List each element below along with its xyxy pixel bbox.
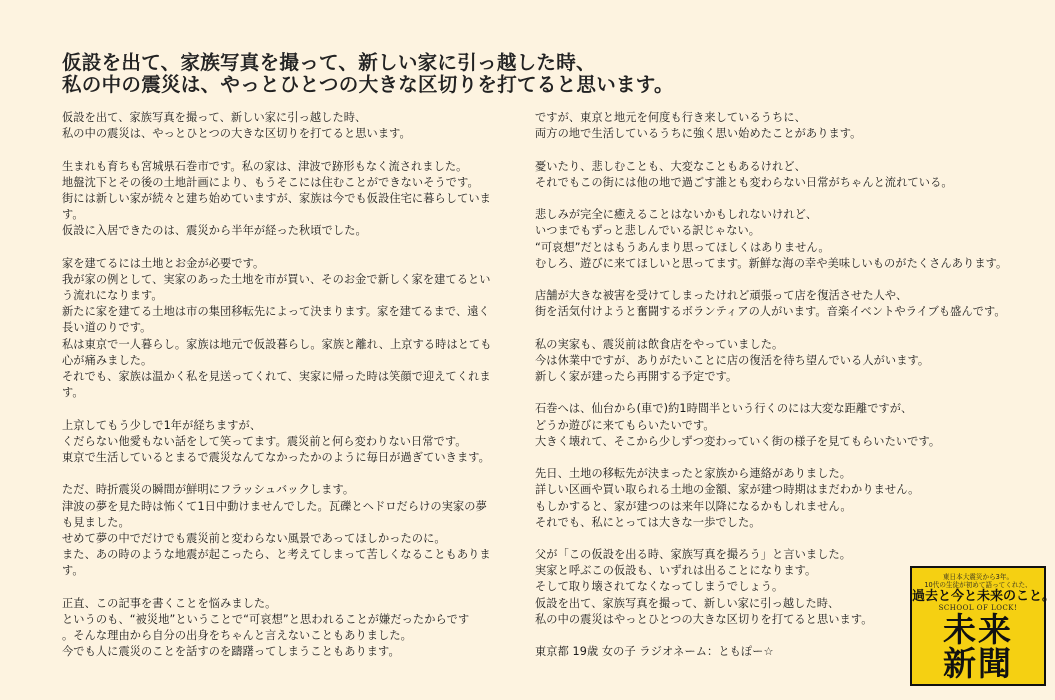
text-line: 両方の地で生活しているうちに強く思い始めたことがあります。 [535, 127, 862, 141]
paragraph [62, 110, 509, 142]
text-line: も見ました。 [62, 515, 130, 529]
logo-title [912, 610, 1044, 683]
text-line: 街には新しい家が続々と建ち始めていますが、家族は今でも仮設住宅に暮らしていま [62, 191, 491, 205]
text-line: それでも、私にとっては大きな一歩でした。 [535, 515, 761, 529]
paragraph [535, 547, 915, 628]
text-line: 新たに家を建てる土地は市の集団移転先によって決まります。家を建てるまで、遠く [62, 305, 490, 319]
text-line: 大きく壊れて、そこから少しずつ変わっていく街の様子を見てもらいたいです。 [535, 434, 941, 448]
text-line: せめて夢の中でだけでも震災前と変わらない風景であってほしかったのに。 [62, 531, 446, 545]
text-line: 先日、土地の移転先が決まったと家族から連絡がありました。 [535, 467, 852, 481]
text-line: 憂いたり、悲しむことも、大変なこともあるけれど、 [535, 159, 806, 173]
text-line: もしかすると、家が建つのは来年以降になるかもしれません。 [535, 499, 852, 513]
text-line: 我が家の例として、実家のあった土地を市が買い、そのお金で新しく家を建てるとい [62, 272, 491, 286]
paragraph [62, 482, 509, 579]
paragraph [62, 596, 509, 661]
text-line: ですが、東京と地元を何度も行き来しているうちに、 [535, 111, 806, 124]
text-line: いつまでもずっと悲しんでいる訳じゃない。 [535, 224, 761, 238]
text-line: くだらない他愛もない話をして笑ってます。震災前と何ら変わりない日常です。 [62, 434, 467, 448]
paragraph [535, 288, 1006, 320]
text-line: う流れになります。 [62, 289, 163, 303]
text-line: 今は休業中ですが、ありがたいことに店の復活を待ち望んでいる人がいます。 [535, 353, 930, 367]
paragraph [535, 466, 920, 531]
text-line: 長い道のりです。 [62, 321, 152, 335]
text-line: す。 [62, 208, 84, 222]
paragraph [535, 337, 930, 386]
text-line: 実家と呼ぶこの仮設も、いずれは出ることになります。 [535, 564, 817, 578]
logo-title-2: 新聞 [943, 644, 1013, 683]
paragraph [535, 159, 953, 191]
logo-school-of-lock: SCHOOL OF LOCK! [938, 604, 1018, 612]
logo-caption-1: 東日本大震災から3年。 [942, 573, 1014, 581]
paragraph [62, 256, 509, 402]
text-line: 石巻へは、仙台から(車で)約1時間半という行くのには大変な距離ですが、 [535, 402, 913, 416]
text-line: 。そんな理由から自分の出身をちゃんと言えないこともありました。 [62, 629, 412, 642]
article-left-column [62, 110, 509, 677]
text-line: 私の実家も、震災前は飲食店をやっていました。 [535, 337, 784, 351]
paragraph [535, 401, 941, 450]
headline-line-2: 私の中の震災は、やっとひとつの大きな区切りを打てると思います。 [62, 73, 674, 96]
text-line: そして取り壊されてなくなってしまうでしょう。 [535, 580, 784, 594]
text-line: 私は東京で一人暮らし。家族は地元で仮設暮らし。家族と離れ、上京する時はとても [62, 337, 492, 351]
text-line: 東京で生活しているとまるで震災なんてなかったかのように毎日が過ぎていきます。 [62, 450, 490, 464]
text-line: 今でも人に震災のことを話すのを躊躇ってしまうこともあります。 [62, 645, 400, 659]
text-line: 私の中の震災は、やっとひとつの大きな区切りを打てると思います。 [62, 127, 411, 141]
paragraph [62, 159, 509, 240]
text-line: 新しく家が建ったら再開する予定です。 [535, 370, 738, 383]
text-line: 悲しみが完全に癒えることはないかもしれないけれど、 [535, 208, 818, 222]
text-line: 街を活気付けようと奮闘するボランティアの人がいます。音楽イベントやライブも盛んです。 [535, 305, 1006, 319]
text-line: どうか遊びに来てもらいたいです。 [535, 418, 715, 432]
logo-title-1: 未来 [943, 610, 1013, 649]
text-line: 店舗が大きな被害を受けてしまったけれど頑張って店を復活させた人や、 [535, 289, 908, 303]
text-line: 地盤沈下とその後の土地計画により、もうそこには住むことができないそうです。 [62, 175, 479, 189]
text-line: 正直、この記事を書くことを悩みました。 [62, 596, 277, 610]
text-line: 仮設を出て、家族写真を撮って、新しい家に引っ越した時、 [535, 596, 840, 610]
text-line: むしろ、遊びに来てほしいと思ってます。新鮮な海の幸や美味しいものがたくさんあります。 [535, 256, 1008, 270]
text-line: 家を建てるには土地とお金が必要です。 [62, 256, 265, 270]
headline [62, 52, 962, 96]
logo-caption-2: 10代の生徒が初めて語ってくれた、 [924, 581, 1032, 589]
text-line: 上京してもう少しで1年が経ちますが、 [62, 418, 262, 432]
paragraph [535, 207, 1008, 272]
text-line: 心が痛みました。 [62, 353, 153, 367]
text-line: 父が「この仮設を出る時、家族写真を撮ろう」と言いました。 [535, 548, 852, 562]
text-line: というのも、“被災地”ということで“可哀想”と思われることが嫌だったからです [62, 612, 470, 626]
text-line: ただ、時折震災の瞬間が鮮明にフラッシュバックします。 [62, 483, 355, 497]
text-line: 生まれも育ちも宮城県石巻市です。私の家は、津波で跡形もなく流されました。 [62, 159, 468, 173]
text-line: 詳しい区画や買い取られる土地の金額、家が建つ時期はまだわかりません。 [535, 483, 920, 497]
text-line: 仮設に入居できたのは、震災から半年が経った秋頃でした。 [62, 224, 367, 238]
text-line: また、あの時のような地震が起こったら、と考えてしまって苦しくなることもありま [62, 548, 491, 562]
text-line: 津波の夢を見た時は怖くて1日中動けませんでした。瓦礫とヘドロだらけの実家の夢 [62, 499, 487, 513]
paragraph [62, 418, 509, 467]
text-line: 私の中の震災はやっとひとつの大きな区切りを打てると思います。 [535, 612, 873, 626]
text-line: す。 [62, 386, 84, 400]
paragraph [535, 110, 915, 142]
author-signature: 東京都 19歳 女の子 ラジオネーム：ともぽー☆ [535, 645, 774, 659]
text-line: それでもこの街には他の地で過ごす誰とも変わらない日常がちゃんと流れている。 [535, 175, 953, 189]
text-line: 仮設を出て、家族写真を撮って、新しい家に引っ越した時、 [62, 111, 367, 124]
logo-tagline: 過去と今と未来のこと。 [912, 589, 1055, 604]
mirai-shinbun-logo [910, 566, 1055, 686]
headline-line-1: 仮設を出て、家族写真を撮って、新しい家に引っ越した時、 [62, 51, 596, 74]
text-line: す。 [62, 564, 84, 578]
text-line: “可哀想”だとはもうあんまり思ってほしくはありません。 [535, 240, 830, 254]
text-line: それでも、家族は温かく私を見送ってくれて、実家に帰った時は笑顔で迎えてくれま [62, 370, 491, 383]
